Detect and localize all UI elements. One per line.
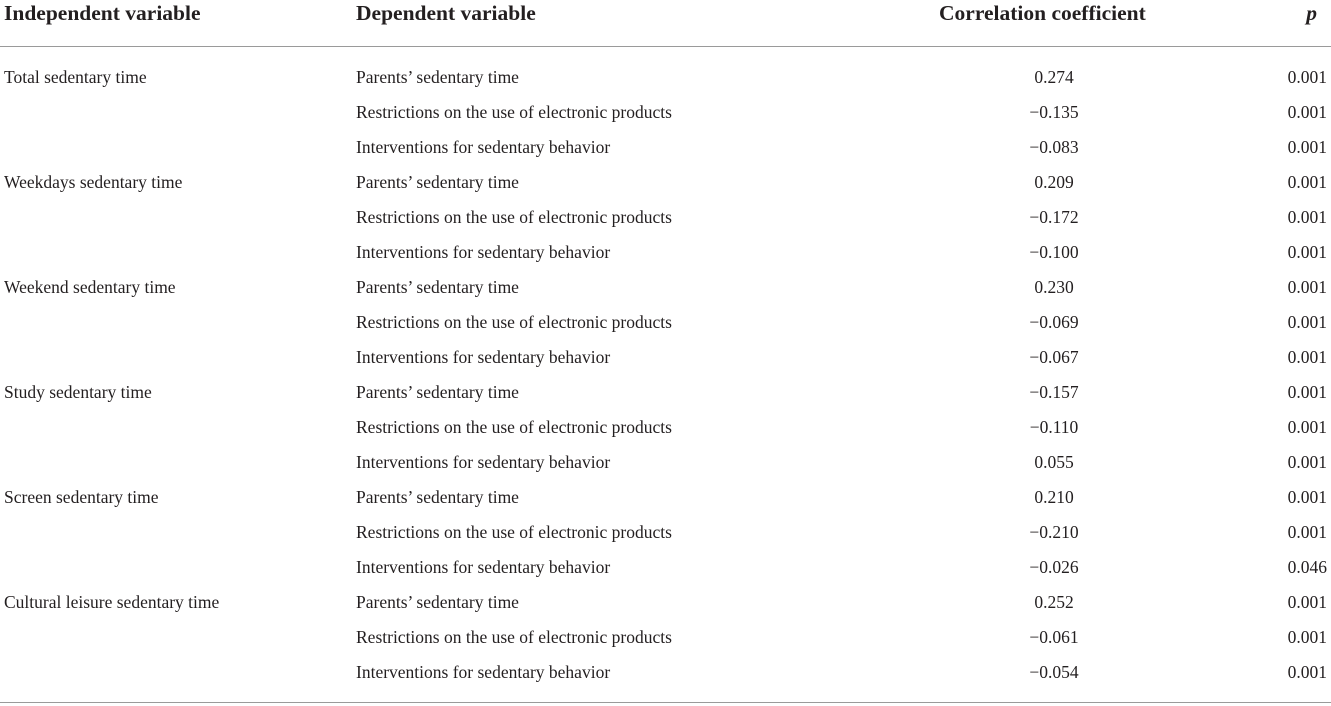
p-value-cell: 0.001 bbox=[1287, 277, 1327, 297]
correlation-coefficient-cell: 0.210 bbox=[1034, 487, 1074, 507]
correlation-coefficient-cell: −0.110 bbox=[1029, 417, 1079, 437]
p-value-cell: 0.001 bbox=[1287, 592, 1327, 612]
p-value-cell: 0.001 bbox=[1287, 242, 1327, 262]
table-row bbox=[0, 445, 1331, 480]
correlation-coefficient-cell: 0.055 bbox=[1034, 452, 1074, 472]
table-bottom-rule bbox=[0, 702, 1331, 703]
p-value-cell: 0.001 bbox=[1287, 137, 1327, 157]
correlation-coefficient-cell: 0.230 bbox=[1034, 277, 1074, 297]
correlation-coefficient-cell: −0.061 bbox=[1029, 627, 1079, 647]
correlation-coefficient-cell: −0.026 bbox=[1029, 557, 1079, 577]
correlation-coefficient-cell: −0.083 bbox=[1029, 137, 1079, 157]
correlation-coefficient-cell: −0.157 bbox=[1029, 382, 1079, 402]
table-row bbox=[0, 550, 1331, 585]
correlation-coefficient-cell: −0.069 bbox=[1029, 312, 1079, 332]
dependent-variable-cell: Restrictions on the use of electronic products bbox=[356, 627, 672, 647]
dependent-variable-cell: Interventions for sedentary behavior bbox=[356, 242, 611, 262]
dependent-variable-cell: Parents’ sedentary time bbox=[356, 592, 519, 612]
dependent-variable-cell: Parents’ sedentary time bbox=[356, 277, 519, 297]
p-value-cell: 0.001 bbox=[1287, 417, 1327, 437]
table-body bbox=[0, 60, 1331, 690]
table-row bbox=[0, 200, 1331, 235]
table-row bbox=[0, 340, 1331, 375]
header-independent-variable: Independent variable bbox=[4, 1, 201, 25]
correlation-coefficient-cell: −0.172 bbox=[1029, 207, 1079, 227]
correlation-coefficient-cell: −0.210 bbox=[1029, 522, 1079, 542]
table-row bbox=[0, 305, 1331, 340]
independent-variable-cell: Weekdays sedentary time bbox=[4, 172, 183, 192]
dependent-variable-cell: Restrictions on the use of electronic products bbox=[356, 312, 672, 332]
independent-variable-cell: Screen sedentary time bbox=[4, 487, 159, 507]
p-value-cell: 0.001 bbox=[1287, 382, 1327, 402]
dependent-variable-cell: Interventions for sedentary behavior bbox=[356, 347, 611, 367]
table-row bbox=[0, 60, 1331, 95]
independent-variable-cell: Study sedentary time bbox=[4, 382, 152, 402]
p-value-cell: 0.001 bbox=[1287, 522, 1327, 542]
p-value-cell: 0.001 bbox=[1287, 207, 1327, 227]
p-value-cell: 0.001 bbox=[1287, 662, 1327, 682]
table-row bbox=[0, 375, 1331, 410]
table-row bbox=[0, 235, 1331, 270]
dependent-variable-cell: Interventions for sedentary behavior bbox=[356, 137, 611, 157]
dependent-variable-cell: Restrictions on the use of electronic products bbox=[356, 207, 672, 227]
table-row bbox=[0, 410, 1331, 445]
table-row bbox=[0, 585, 1331, 620]
independent-variable-cell: Weekend sedentary time bbox=[4, 277, 176, 297]
dependent-variable-cell: Restrictions on the use of electronic products bbox=[356, 417, 672, 437]
header-p-value: p bbox=[1306, 1, 1317, 25]
dependent-variable-cell: Restrictions on the use of electronic products bbox=[356, 102, 672, 122]
correlation-coefficient-cell: 0.252 bbox=[1034, 592, 1074, 612]
header-dependent-variable: Dependent variable bbox=[356, 1, 536, 25]
p-value-cell: 0.001 bbox=[1287, 172, 1327, 192]
p-value-cell: 0.001 bbox=[1287, 487, 1327, 507]
p-value-cell: 0.046 bbox=[1287, 557, 1327, 577]
p-value-cell: 0.001 bbox=[1287, 312, 1327, 332]
p-value-cell: 0.001 bbox=[1287, 627, 1327, 647]
independent-variable-cell: Cultural leisure sedentary time bbox=[4, 592, 220, 612]
dependent-variable-cell: Parents’ sedentary time bbox=[356, 382, 519, 402]
dependent-variable-cell: Parents’ sedentary time bbox=[356, 172, 519, 192]
table-header bbox=[0, 0, 1331, 47]
correlation-coefficient-cell: −0.054 bbox=[1029, 662, 1079, 682]
correlation-coefficient-cell: −0.135 bbox=[1029, 102, 1079, 122]
table-row bbox=[0, 620, 1331, 655]
header-correlation-coefficient: Correlation coefficient bbox=[939, 1, 1146, 25]
table-row bbox=[0, 95, 1331, 130]
dependent-variable-cell: Interventions for sedentary behavior bbox=[356, 662, 611, 682]
dependent-variable-cell: Interventions for sedentary behavior bbox=[356, 452, 611, 472]
correlation-coefficient-cell: −0.100 bbox=[1029, 242, 1079, 262]
dependent-variable-cell: Parents’ sedentary time bbox=[356, 67, 519, 87]
independent-variable-cell: Total sedentary time bbox=[4, 67, 147, 87]
table-row bbox=[0, 515, 1331, 550]
p-value-cell: 0.001 bbox=[1287, 67, 1327, 87]
table-row bbox=[0, 480, 1331, 515]
dependent-variable-cell: Interventions for sedentary behavior bbox=[356, 557, 611, 577]
table-row bbox=[0, 270, 1331, 305]
correlation-coefficient-cell: 0.209 bbox=[1034, 172, 1074, 192]
table-row bbox=[0, 130, 1331, 165]
table-row bbox=[0, 165, 1331, 200]
dependent-variable-cell: Parents’ sedentary time bbox=[356, 487, 519, 507]
p-value-cell: 0.001 bbox=[1287, 347, 1327, 367]
table-row bbox=[0, 655, 1331, 690]
dependent-variable-cell: Restrictions on the use of electronic products bbox=[356, 522, 672, 542]
correlation-coefficient-cell: 0.274 bbox=[1034, 67, 1074, 87]
correlation-coefficient-cell: −0.067 bbox=[1029, 347, 1079, 367]
p-value-cell: 0.001 bbox=[1287, 452, 1327, 472]
p-value-cell: 0.001 bbox=[1287, 102, 1327, 122]
